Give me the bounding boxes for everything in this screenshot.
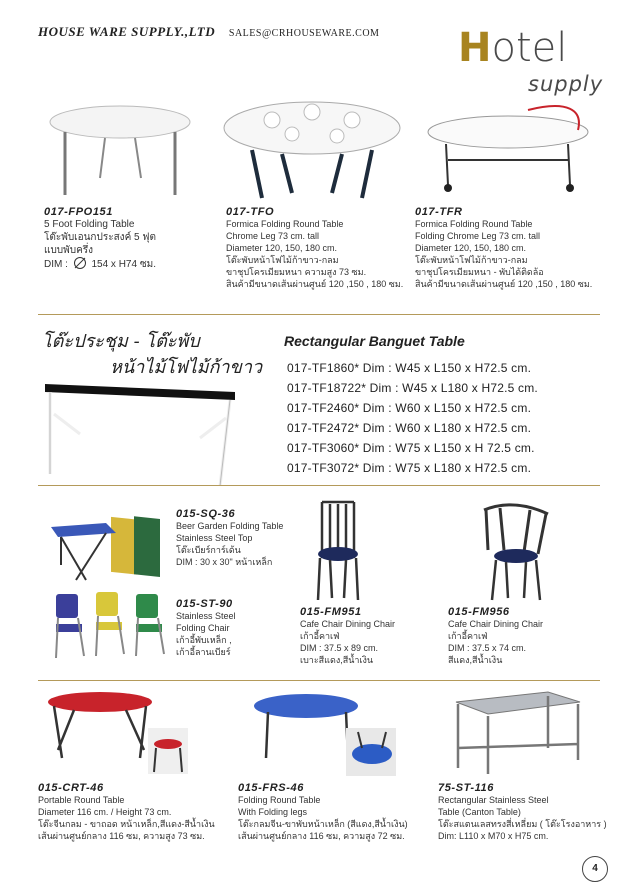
portable-round-table-image [44, 688, 194, 778]
desc-line: สินค้ามีขนาดเส้นผ่านศูนย์ 120 ,150 , 180 ซม. [226, 279, 404, 289]
section-divider [38, 314, 600, 315]
banquet-size-row: 017-TF1860* Dim : W45 x L150 x H72.5 cm. [287, 361, 532, 375]
product-description [238, 794, 438, 842]
desc-line: DIM : 30 x 30" หน้าเหล็ก [176, 557, 273, 567]
desc-line: โต๊ะพับเอนกประสงค์ 5 ฟุต [44, 232, 156, 243]
dim-line [44, 257, 214, 271]
product-code: 017-FPO151 [44, 206, 113, 218]
desc-line: Rectangular Stainless Steel [438, 795, 549, 805]
desc-line: With Folding legs [238, 807, 308, 817]
desc-line: Table (Canton Table) [438, 807, 521, 817]
product-code: 015-FM951 [300, 606, 362, 618]
folding-chairs-image [48, 588, 173, 663]
product-015-FM951 [300, 606, 440, 666]
desc-line: Dim: L110 x M70 x H75 cm. [438, 831, 549, 841]
desc-line: สีแดง,สีน้ำเงิน [448, 655, 503, 665]
product-code: 015-CRT-46 [38, 782, 104, 794]
product-description [44, 218, 214, 271]
product-015-CRT-46 [38, 782, 238, 842]
desc-line: เก้าอี้พับเหล็ก , [176, 635, 232, 645]
product-description [415, 218, 605, 290]
product-description [438, 794, 608, 842]
desc-line: Stainless Steel [176, 611, 236, 621]
round-table-wheels-image [418, 100, 593, 195]
desc-line: DIM : 37.5 x 89 cm. [300, 643, 379, 653]
product-017-FPO151 [44, 206, 214, 271]
desc-line: เส้นผ่านศูนย์กลาง 116 ซม, ความสูง 72 ซม. [238, 831, 405, 841]
desc-line: ขาชุปโครเมียมหนา ความสูง 73 ซม. [226, 267, 367, 277]
product-015-FM956 [448, 606, 598, 666]
desc-line: Diameter 120, 150, 180 cm. [226, 243, 338, 253]
company-name: HOUSE WARE SUPPLY.,LTD [38, 24, 216, 39]
desc-line: เส้นผ่านศูนย์กลาง 116 ซม, ความสูง 73 ซม. [38, 831, 205, 841]
desc-line: Diameter 120, 150, 180 cm. [415, 243, 527, 253]
desc-line: Folding Round Table [238, 795, 321, 805]
dim-label: DIM : [44, 259, 68, 270]
product-description [176, 520, 306, 568]
desc-line: โต๊ะพับหน้าโฟไม้ก้าขาว-กลม [226, 255, 339, 265]
desc-line: Formica Folding Round Table [226, 219, 344, 229]
product-015-ST-90 [176, 598, 296, 658]
banquet-size-row: 017-TF2460* Dim : W60 x L150 x H72.5 cm. [287, 401, 532, 415]
desc-line: Cafe Chair Dining Chair [448, 619, 544, 629]
product-code: 017-TFR [415, 206, 463, 218]
desc-line: Stainless Steel Top [176, 533, 253, 543]
cafe-chair-951-image [312, 498, 364, 604]
folding-round-table-image [250, 688, 400, 780]
banquet-table-image [40, 374, 250, 490]
desc-line: แบบพับครึ่ง [44, 245, 94, 256]
product-code: 015-FM956 [448, 606, 510, 618]
desc-line: เก้าอี้คาเฟ่ [448, 631, 488, 641]
banquet-thai-title: โต๊ะประชุม - โต๊ะพับ [42, 331, 200, 352]
beer-garden-table-image [46, 505, 171, 585]
product-description [38, 794, 238, 842]
banquet-size-row: 017-TF18722* Dim : W45 x L180 x H72.5 cm. [287, 381, 538, 395]
desc-line: Beer Garden Folding Table [176, 521, 284, 531]
brand-subtitle: supply [528, 72, 604, 96]
diameter-icon [73, 257, 87, 269]
desc-line: เก้าอี้คาเฟ่ [300, 631, 340, 641]
section-divider [38, 680, 600, 681]
brand-title [458, 25, 568, 71]
company-email[interactable]: SALES@CRHOUSEWARE.COM [228, 28, 380, 39]
banquet-title: Rectangular Banguet Table [284, 333, 465, 349]
brand-letter-h: H [458, 25, 492, 71]
desc-line: โต๊ะสแตนเลสทรงสี่เหลี่ยม ( โต๊ะโรงอาหาร ) [438, 819, 607, 829]
page-number: 4 [582, 856, 608, 882]
banquet-thai-subtitle: หน้าไม้โฟไม้ก้าขาว [110, 357, 263, 378]
banquet-size-row: 017-TF3072* Dim : W75 x L180 x H72.5 cm. [287, 461, 532, 475]
desc-line: ขาชุปโครเมียมหนา - พับได้ติดล้อ [415, 267, 544, 277]
product-015-FRS-46 [238, 782, 438, 842]
banquet-size-row: 017-TF2472* Dim : W60 x L180 x H72.5 cm. [287, 421, 532, 435]
product-description [226, 218, 416, 290]
desc-line: เก้าอี้ลานเบียร์ [176, 647, 231, 657]
dim-value: 154 x H74 ซม. [91, 259, 156, 270]
desc-line: เบาะสีแดง,สีน้ำเงิน [300, 655, 374, 665]
desc-line: โต๊ะกลมจีน-ขาพับหน้าเหล็ก (สีแดง,สีน้ำเงิน) [238, 819, 408, 829]
product-code: 017-TFO [226, 206, 275, 218]
round-table-banquet-image [222, 88, 402, 203]
product-code: 75-ST-116 [438, 782, 494, 794]
desc-line: โต๊ะพับหน้าโฟไม้ก้าขาว-กลม [415, 255, 528, 265]
desc-line: Formica Folding Round Table [415, 219, 533, 229]
desc-line: Folding Chrome Leg 73 cm. tall [415, 231, 541, 241]
product-017-TFO [226, 206, 416, 290]
product-015-SQ-36 [176, 508, 306, 568]
desc-line: โต๊ะจีนกลม - ขาถอด หน้าเหล็ก,สีแดง-สีน้ำเงิน [38, 819, 215, 829]
page-header [38, 24, 379, 40]
product-code: 015-FRS-46 [238, 782, 304, 794]
brand-word: otel [491, 25, 568, 71]
desc-line: โต๊ะเบียร์การ์เด้น [176, 545, 241, 555]
desc-line: Diameter 116 cm. / Height 73 cm. [38, 807, 172, 817]
banquet-size-row: 017-TF3060* Dim : W75 x L150 x H 72.5 cm. [287, 441, 535, 455]
desc-line: DIM : 37.5 x 74 cm. [448, 643, 527, 653]
desc-line: สินค้ามีขนาดเส้นผ่านศูนย์ 120 ,150 , 180 ซม. [415, 279, 593, 289]
desc-line: Folding Chair [176, 623, 230, 633]
product-description [300, 618, 440, 666]
stainless-table-image [448, 688, 588, 778]
desc-line: Portable Round Table [38, 795, 125, 805]
section-divider [38, 485, 600, 486]
desc-line: Cafe Chair Dining Chair [300, 619, 396, 629]
folding-table-image [45, 100, 195, 200]
product-code: 015-SQ-36 [176, 508, 236, 520]
desc-line: Chrome Leg 73 cm. tall [226, 231, 320, 241]
cafe-chair-956-image [478, 500, 552, 604]
desc-line: 5 Foot Folding Table [44, 219, 135, 230]
product-description [448, 618, 598, 666]
product-017-TFR [415, 206, 605, 290]
product-description [176, 610, 296, 658]
banquet-size-list [287, 358, 538, 478]
product-code: 015-ST-90 [176, 598, 233, 610]
product-75-ST-116 [438, 782, 608, 842]
